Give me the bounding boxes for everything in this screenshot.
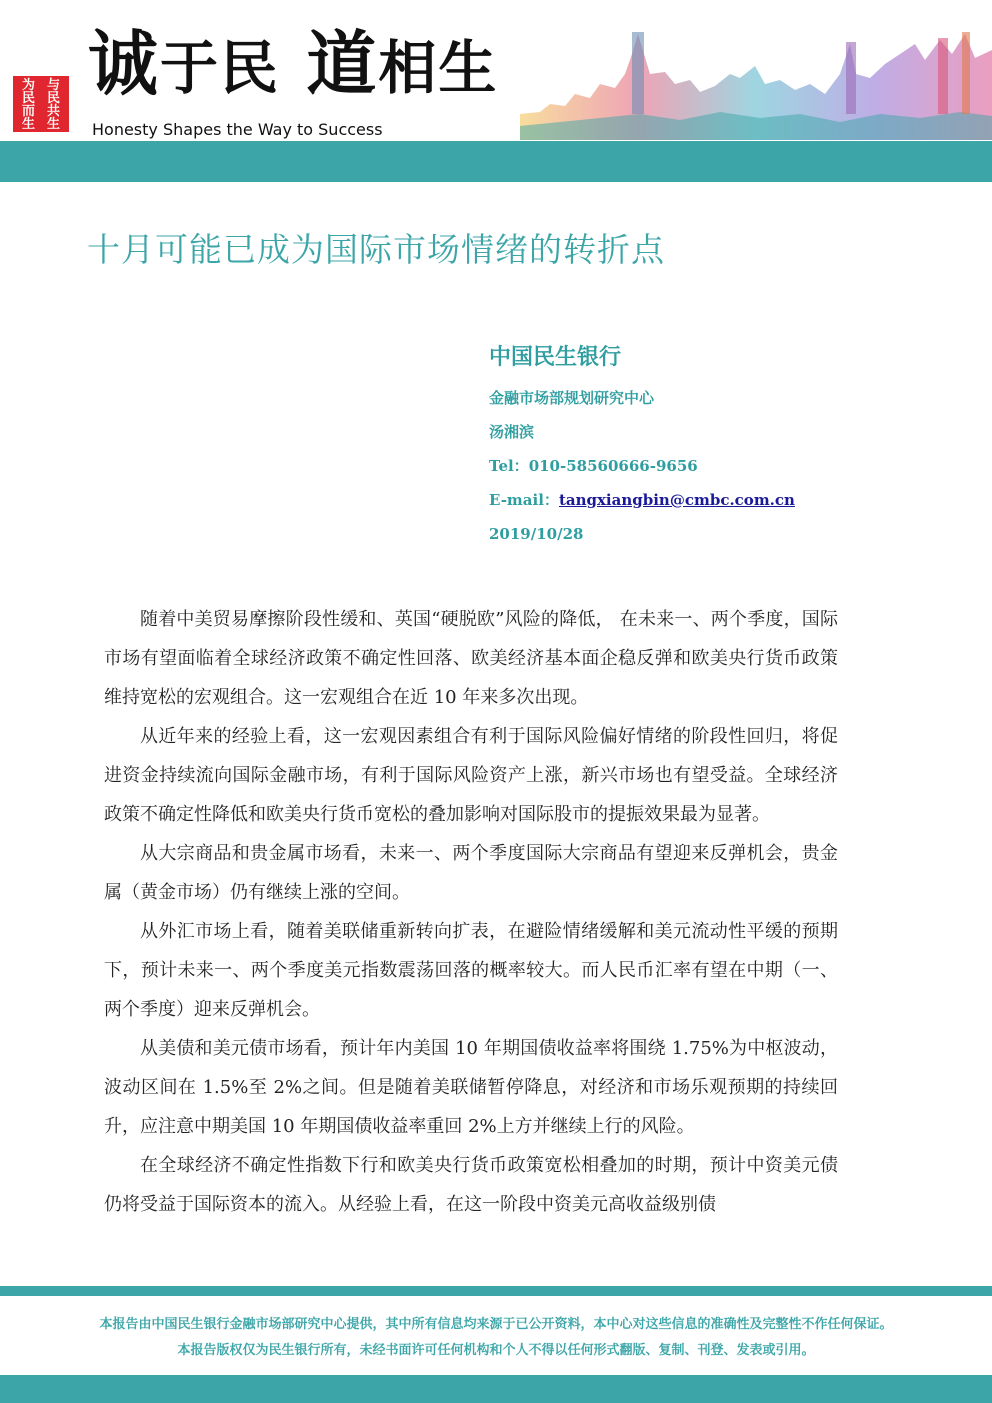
bank-name: 中国民生银行 bbox=[489, 345, 622, 370]
logo-char-1: 为民 bbox=[21, 78, 35, 106]
author-block bbox=[489, 340, 795, 551]
paragraph-4: 从外汇市场上看，随着美联储重新转向扩表，在避险情绪缓解和美元流动性平缓的预期下，预计未来一、两个季度美元指数震荡回落的概率较大。而人民币汇率有望在中期（一、两个季度）迎来反弹机会。 bbox=[104, 921, 838, 1020]
footer-disclaimer bbox=[0, 1312, 992, 1364]
paragraph-2: 从近年来的经验上看，这一宏观因素组合有利于国际风险偏好情绪的阶段性回归，将促进资金持续流向国际金融市场，有利于国际风险资产上涨，新兴市场也有望受益。全球经济政策不确定性降低和欧美央行货币宽松的叠加影响对国际股市的提振效果最为显著。 bbox=[104, 726, 838, 825]
city-skyline-illustration bbox=[520, 14, 992, 140]
slogan-chinese bbox=[88, 14, 498, 118]
report-title: 十月可能已成为国际市场情绪的转折点 bbox=[87, 230, 665, 269]
report-body bbox=[104, 600, 838, 1224]
slogan-big-char-1: 诚 bbox=[88, 22, 160, 105]
slogan-english: Honesty Shapes the Way to Success bbox=[92, 120, 383, 139]
slogan-small-1: 于民 bbox=[160, 34, 281, 102]
disclaimer-line-2: 本报告版权仅为民生银行所有，未经书面许可任何机构和个人不得以任何形式翻版、复制、刊登、发表或引用。 bbox=[177, 1343, 815, 1358]
paragraph-3: 从大宗商品和贵金属市场看，未来一、两个季度国际大宗商品有望迎来反弹机会，贵金属（黄金市场）仍有继续上涨的空间。 bbox=[104, 843, 838, 903]
footer-band-bottom bbox=[0, 1375, 992, 1403]
logo-char-3: 而生 bbox=[21, 104, 35, 132]
email-link[interactable]: tangxiangbin@cmbc.com.cn bbox=[558, 491, 795, 509]
paragraph-6: 在全球经济不确定性指数下行和欧美央行货币政策宽松相叠加的时期，预计中资美元债仍将受益于国际资本的流入。从经验上看，在这一阶段中资美元高收益级别债 bbox=[104, 1155, 838, 1215]
paragraph-1: 随着中美贸易摩擦阶段性缓和、英国“硬脱欧”风险的降低， 在未来一、两个季度，国际市场有望面临着全球经济政策不确定性回落、欧美经济基本面企稳反弹和欧美央行货币政策维持宽松的宏观组合。这一宏观组合在近 10 年来多次出现。 bbox=[104, 609, 838, 708]
paragraph-5: 从美债和美元债市场看，预计年内美国 10 年期国债收益率将围绕 1.75%为中枢波动，波动区间在 1.5%至 2%之间。但是随着美联储暂停降息，对经济和市场乐观预期的持续回升，应注意中期美国 10 年期国债收益率重回 2%上方并继续上行的风险。 bbox=[104, 1038, 838, 1137]
header-band bbox=[0, 141, 992, 182]
report-date: 2019/10/28 bbox=[489, 525, 584, 543]
logo-char-4: 共生 bbox=[46, 104, 60, 132]
tel-label: Tel： bbox=[489, 457, 529, 475]
footer-band-top bbox=[0, 1286, 992, 1296]
disclaimer-line-1: 本报告由中国民生银行金融市场部研究中心提供，其中所有信息均来源于已公开资料，本中心对这些信息的准确性及完整性不作任何保证。 bbox=[99, 1317, 893, 1332]
cmbc-logo bbox=[13, 76, 69, 132]
department: 金融市场部规划研究中心 bbox=[489, 389, 655, 407]
tel-number: 010-58560666-9656 bbox=[528, 457, 698, 475]
email-row bbox=[489, 483, 795, 517]
slogan-big-char-2: 道 bbox=[306, 22, 379, 105]
author-name: 汤湘滨 bbox=[489, 423, 535, 441]
email-label: E-mail： bbox=[489, 491, 559, 509]
slogan-small-2: 相生 bbox=[378, 34, 499, 102]
logo-char-2: 与民 bbox=[46, 78, 60, 106]
telephone bbox=[489, 449, 795, 483]
page-header bbox=[0, 0, 992, 182]
